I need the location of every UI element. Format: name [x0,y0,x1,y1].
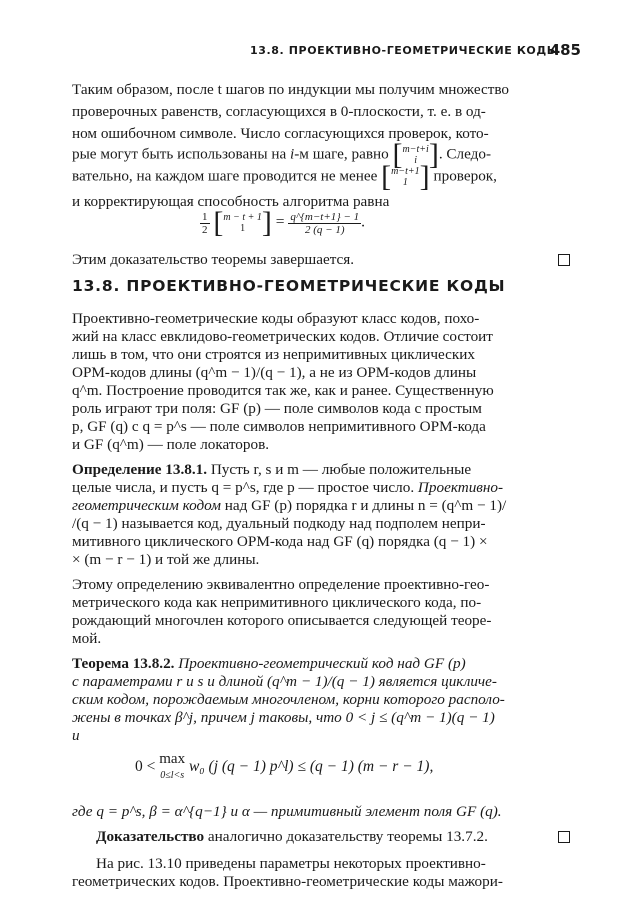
text-line: ОРМ-кодов длины (q^m − 1)/(q − 1), а не из ОРМ-кодов длины [72,364,477,381]
page-number: 485 [549,41,581,59]
definition-label: Определение 13.8.1. [72,461,208,478]
text-line: жий на класс евклидово-геометрических кодов. Отличие состоит [72,328,493,345]
text-line: На рис. 13.10 приведены параметры некоторых проективно- [96,855,486,872]
text-line: проверочных равенств, согласующихся в 0-плоскости, т. е. в од- [72,103,486,120]
text-line: Этому определению эквивалентно определение проективно-гео- [72,576,490,593]
binomial-stack: m−t+i i [402,144,429,166]
definition-line: /(q − 1) называется код, дуальный подкоду над подполем непри- [72,515,486,532]
text-line: лишь в том, что они строятся из непримитивных циклических [72,346,475,363]
theorem-line: жены в точках β^j, причем j таковы, что 0 < j ≤ (q^m − 1)(q − 1) [72,709,495,726]
formula-correcting-capability: $\frac{1}{2}$ [m − t + 1 1 ] = $\frac{q\^{}\{m-t+1\} - 1}{2 (q - 1)}$ . [202,206,365,239]
text-line: и корректирующая способность алгоритма равна [72,193,390,210]
binomial-stack: m−t+1 1 [391,166,420,188]
running-head-title: 13.8. ПРОЕКТИВНО-ГЕОМЕТРИЧЕСКИЕ КОДЫ [250,44,559,57]
text-line: рые могут быть использованы на i-м шаге, равно [m−t+i i ]. Следо- [72,138,492,171]
text-line: Проективно-геометрические коды образуют класс кодов, похо- [72,310,480,327]
text-line: роль играют три поля: GF (p) — поле символов кода с простым [72,400,482,417]
theorem-line: ским кодом, порождаемым многочленом, корни которого располо- [72,691,505,708]
formula-weight-condition: 0 < max 0≤l<s w₀ (j (q − 1) p^l) ≤ (q − 1) (m − r − 1), [135,751,434,781]
text-line: Таким образом, после t шагов по индукции мы получим множество [72,81,509,98]
definition-line: × (m − r − 1) и той же длины. [72,551,260,568]
running-head [250,41,581,59]
definition-line: Определение 13.8.1. Пусть r, s и m — любые положительные [72,461,472,478]
text-line: метрического кода как непримитивного циклического кода, по- [72,594,482,611]
theorem-label: Теорема 13.8.2. [72,655,175,672]
text-line: где q = p^s, β = α^{q−1} и α — примитивный элемент поля GF (q). [72,803,502,820]
text-line: мой. [72,630,102,647]
theorem-line: с параметрами r и s и длиной (q^m − 1)/(q − 1) является цикличе- [72,673,497,690]
end-of-proof-square [558,254,570,266]
text-line: геометрических кодов. Проективно-геометрические коды мажори- [72,873,503,890]
text-line: p, GF (q) с q = p^s — поле символов непримитивного ОРМ-кода [72,418,486,435]
text-line: ном ошибочном символе. Число согласующихся проверок, кото- [72,125,489,142]
theorem-line: и [72,727,80,744]
text-line: q^m. Построение проводится так же, как и ранее. Существенную [72,382,494,399]
theorem-line: Теорема 13.8.2. Проективно-геометрический код над GF (p) [72,655,466,672]
text-line: Этим доказательство теоремы завершается. [72,252,572,267]
definition-line: целые числа, и пусть q = p^s, где p — простое число. Проективно- [72,479,504,496]
text-line: вательно, на каждом шаге проводится не менее [m−t+1 1 ] проверок, [72,160,497,193]
definition-line: митивного циклического ОРМ-кода над GF (q) порядка (q − 1) × [72,533,488,550]
section-heading: 13.8. ПРОЕКТИВНО-ГЕОМЕТРИЧЕСКИЕ КОДЫ [72,277,506,295]
text-line: рождающий многочлен которого описывается следующей теоре- [72,612,492,629]
proof-label: Доказательство [96,828,205,845]
text-line: и GF (q^m) — поле локаторов. [72,436,270,453]
definition-line: геометрическим кодом над GF (p) порядка r и длины n = (q^m − 1)/ [72,497,507,514]
end-of-proof-square [558,831,570,843]
proof-line: Доказательство аналогично доказательству теоремы 13.7.2. [96,829,572,844]
